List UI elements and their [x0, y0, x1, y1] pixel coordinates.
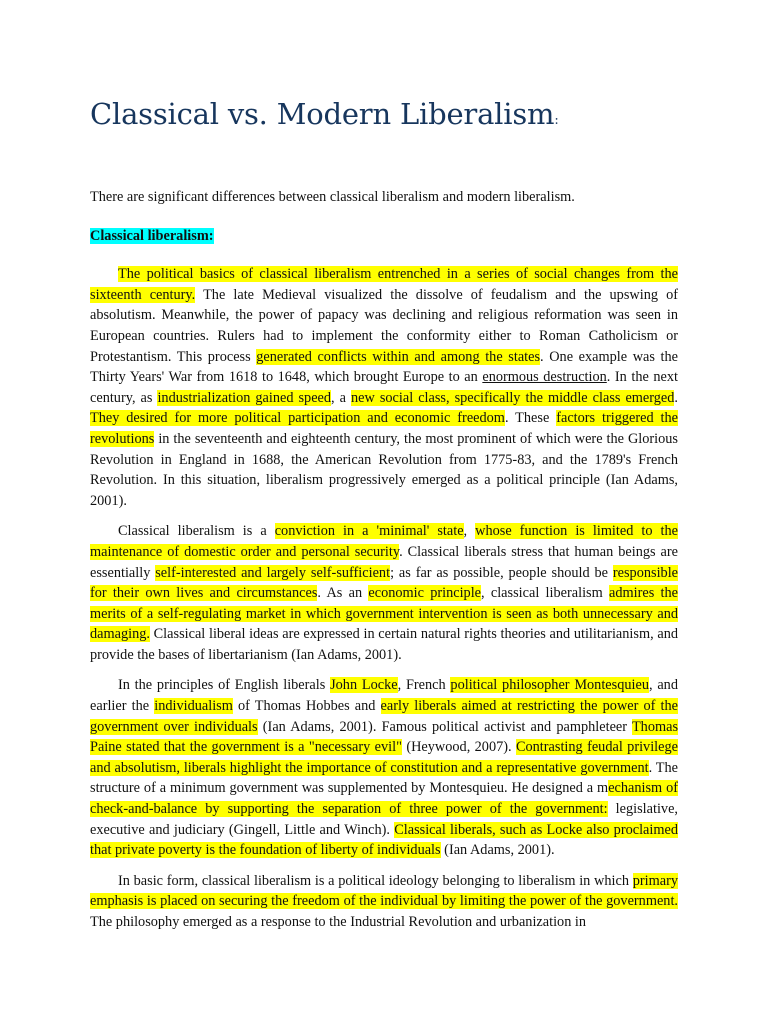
- paragraph-4: [62, 871, 678, 933]
- body-text: . The structure of a minimum government was supplemented by Montesquieu. He designed a m: [90, 759, 678, 797]
- underlined-text: enormous destruction: [482, 369, 607, 386]
- body-text: . In the next century, as: [90, 369, 678, 406]
- body-text: of Thomas Hobbes and: [232, 698, 381, 715]
- body-text: The late Medieval visualized the dissolve of feudalism and the upswing of absolutism. Meanwhile, the power of papacy was declining and religious reformation was seen in European countries. Rulers had to implement the conformity either to Roman Catholicism or Protestantism. This process: [90, 286, 678, 365]
- highlighted-text: early liberals aimed at restricting the power of the government over individuals: [90, 698, 679, 735]
- body-text: in the seventeenth and eighteenth century, the most prominent of which were the Glorious Revolution in England in 1688, the American Revolution from 1775-83, and the 1789's French Revolution. In this situation, liberalism progressively emerged as a political principle (Ian Adams, 2001).: [90, 430, 678, 509]
- body-text: In basic form, classical liberalism is a political ideology belonging to liberalism in which: [118, 872, 633, 889]
- highlighted-text: political philosopher Montesquieu: [450, 677, 649, 694]
- highlighted-text: individualism: [154, 698, 233, 715]
- highlighted-text: factors triggered the revolutions: [90, 410, 679, 447]
- highlighted-text: self-interested and largely self-sufficient: [155, 564, 391, 581]
- section-heading-text: Classical liberalism:: [90, 227, 214, 244]
- highlighted-text: Contrasting feudal privilege and absolutism, liberals highlight the importance of constitution and a representative government: [90, 739, 678, 776]
- body-text: (Heywood, 2007).: [401, 739, 516, 756]
- highlighted-text: John Locke: [330, 677, 398, 694]
- body-text: .: [674, 389, 678, 406]
- body-text: , French: [397, 677, 451, 694]
- body-text: , and earlier the: [90, 677, 678, 715]
- highlighted-text: They desired for more political participation and economic freedom: [90, 410, 505, 427]
- highlighted-text: conviction in a 'minimal' state: [274, 523, 464, 540]
- highlighted-text: admires the merits of a self-regulating market in which government intervention is seen as both unnecessary and damaging.: [90, 585, 678, 643]
- body-text: The philosophy emerged as a response to the Industrial Revolution and urbanization in: [90, 914, 587, 930]
- body-text: , a: [331, 389, 351, 406]
- title-text: Classical vs. Modern Liberalism: [90, 97, 555, 131]
- highlighted-text: responsible for their own lives and circumstances: [90, 564, 679, 602]
- highlighted-text: primary emphasis is placed on securing the freedom of the individual by limiting the power of the government.: [90, 872, 678, 910]
- paragraph-2: [62, 521, 678, 665]
- highlighted-text: industrialization gained speed: [157, 389, 332, 406]
- highlighted-text: Classical liberals, such as Locke also proclaimed that private poverty is the foundation of liberty of individuals: [90, 821, 678, 859]
- paragraph-1: [62, 264, 678, 511]
- body-text: , classical liberalism: [481, 585, 609, 602]
- highlighted-text: economic principle: [368, 585, 482, 602]
- body-text: . Classical liberals stress that human beings are essentially: [90, 543, 678, 581]
- body-text: Classical liberalism is a: [118, 523, 275, 540]
- body-text: . One example was the Thirty Years' War from 1618 to 1648, which brought Europe to an: [90, 348, 678, 386]
- highlighted-text: new social class, specifically the middle class emerged: [351, 389, 675, 406]
- section-heading: [90, 226, 678, 247]
- title-colon: :: [554, 113, 559, 128]
- intro-paragraph: There are significant differences between classical liberalism and modern liberalism.: [90, 189, 575, 205]
- highlighted-text: whose function is limited to the maintenance of domestic order and personal security: [90, 523, 678, 560]
- paragraph-3: [62, 675, 678, 860]
- highlighted-text: The political basics of classical liberalism entrenched in a series of social changes from the sixteenth century.: [90, 266, 678, 303]
- body-text: . As an: [317, 585, 369, 602]
- body-text: ; as far as possible, people should be: [390, 564, 613, 581]
- document-title: [90, 92, 678, 143]
- body-text: Classical liberal ideas are expressed in certain natural rights theories and utilitarianism, and provide the bases of libertarianism (Ian Adams, 2001).: [90, 626, 678, 663]
- body-text: legislative, executive and judiciary (Gingell, Little and Winch).: [90, 801, 678, 838]
- highlighted-text: generated conflicts within and among the states: [256, 348, 541, 365]
- body-text: In the principles of English liberals: [118, 677, 331, 694]
- body-text: ,: [463, 523, 476, 540]
- body-text: (Ian Adams, 2001).: [440, 842, 555, 859]
- highlighted-text: echanism of check-and-balance by supporting the separation of three power of the government:: [90, 780, 678, 818]
- body-text: (Ian Adams, 2001). Famous political activist and pamphleteer: [257, 718, 632, 735]
- highlighted-text: Thomas Paine stated that the government is a "necessary evil": [90, 718, 679, 756]
- body-text: . These: [504, 410, 557, 427]
